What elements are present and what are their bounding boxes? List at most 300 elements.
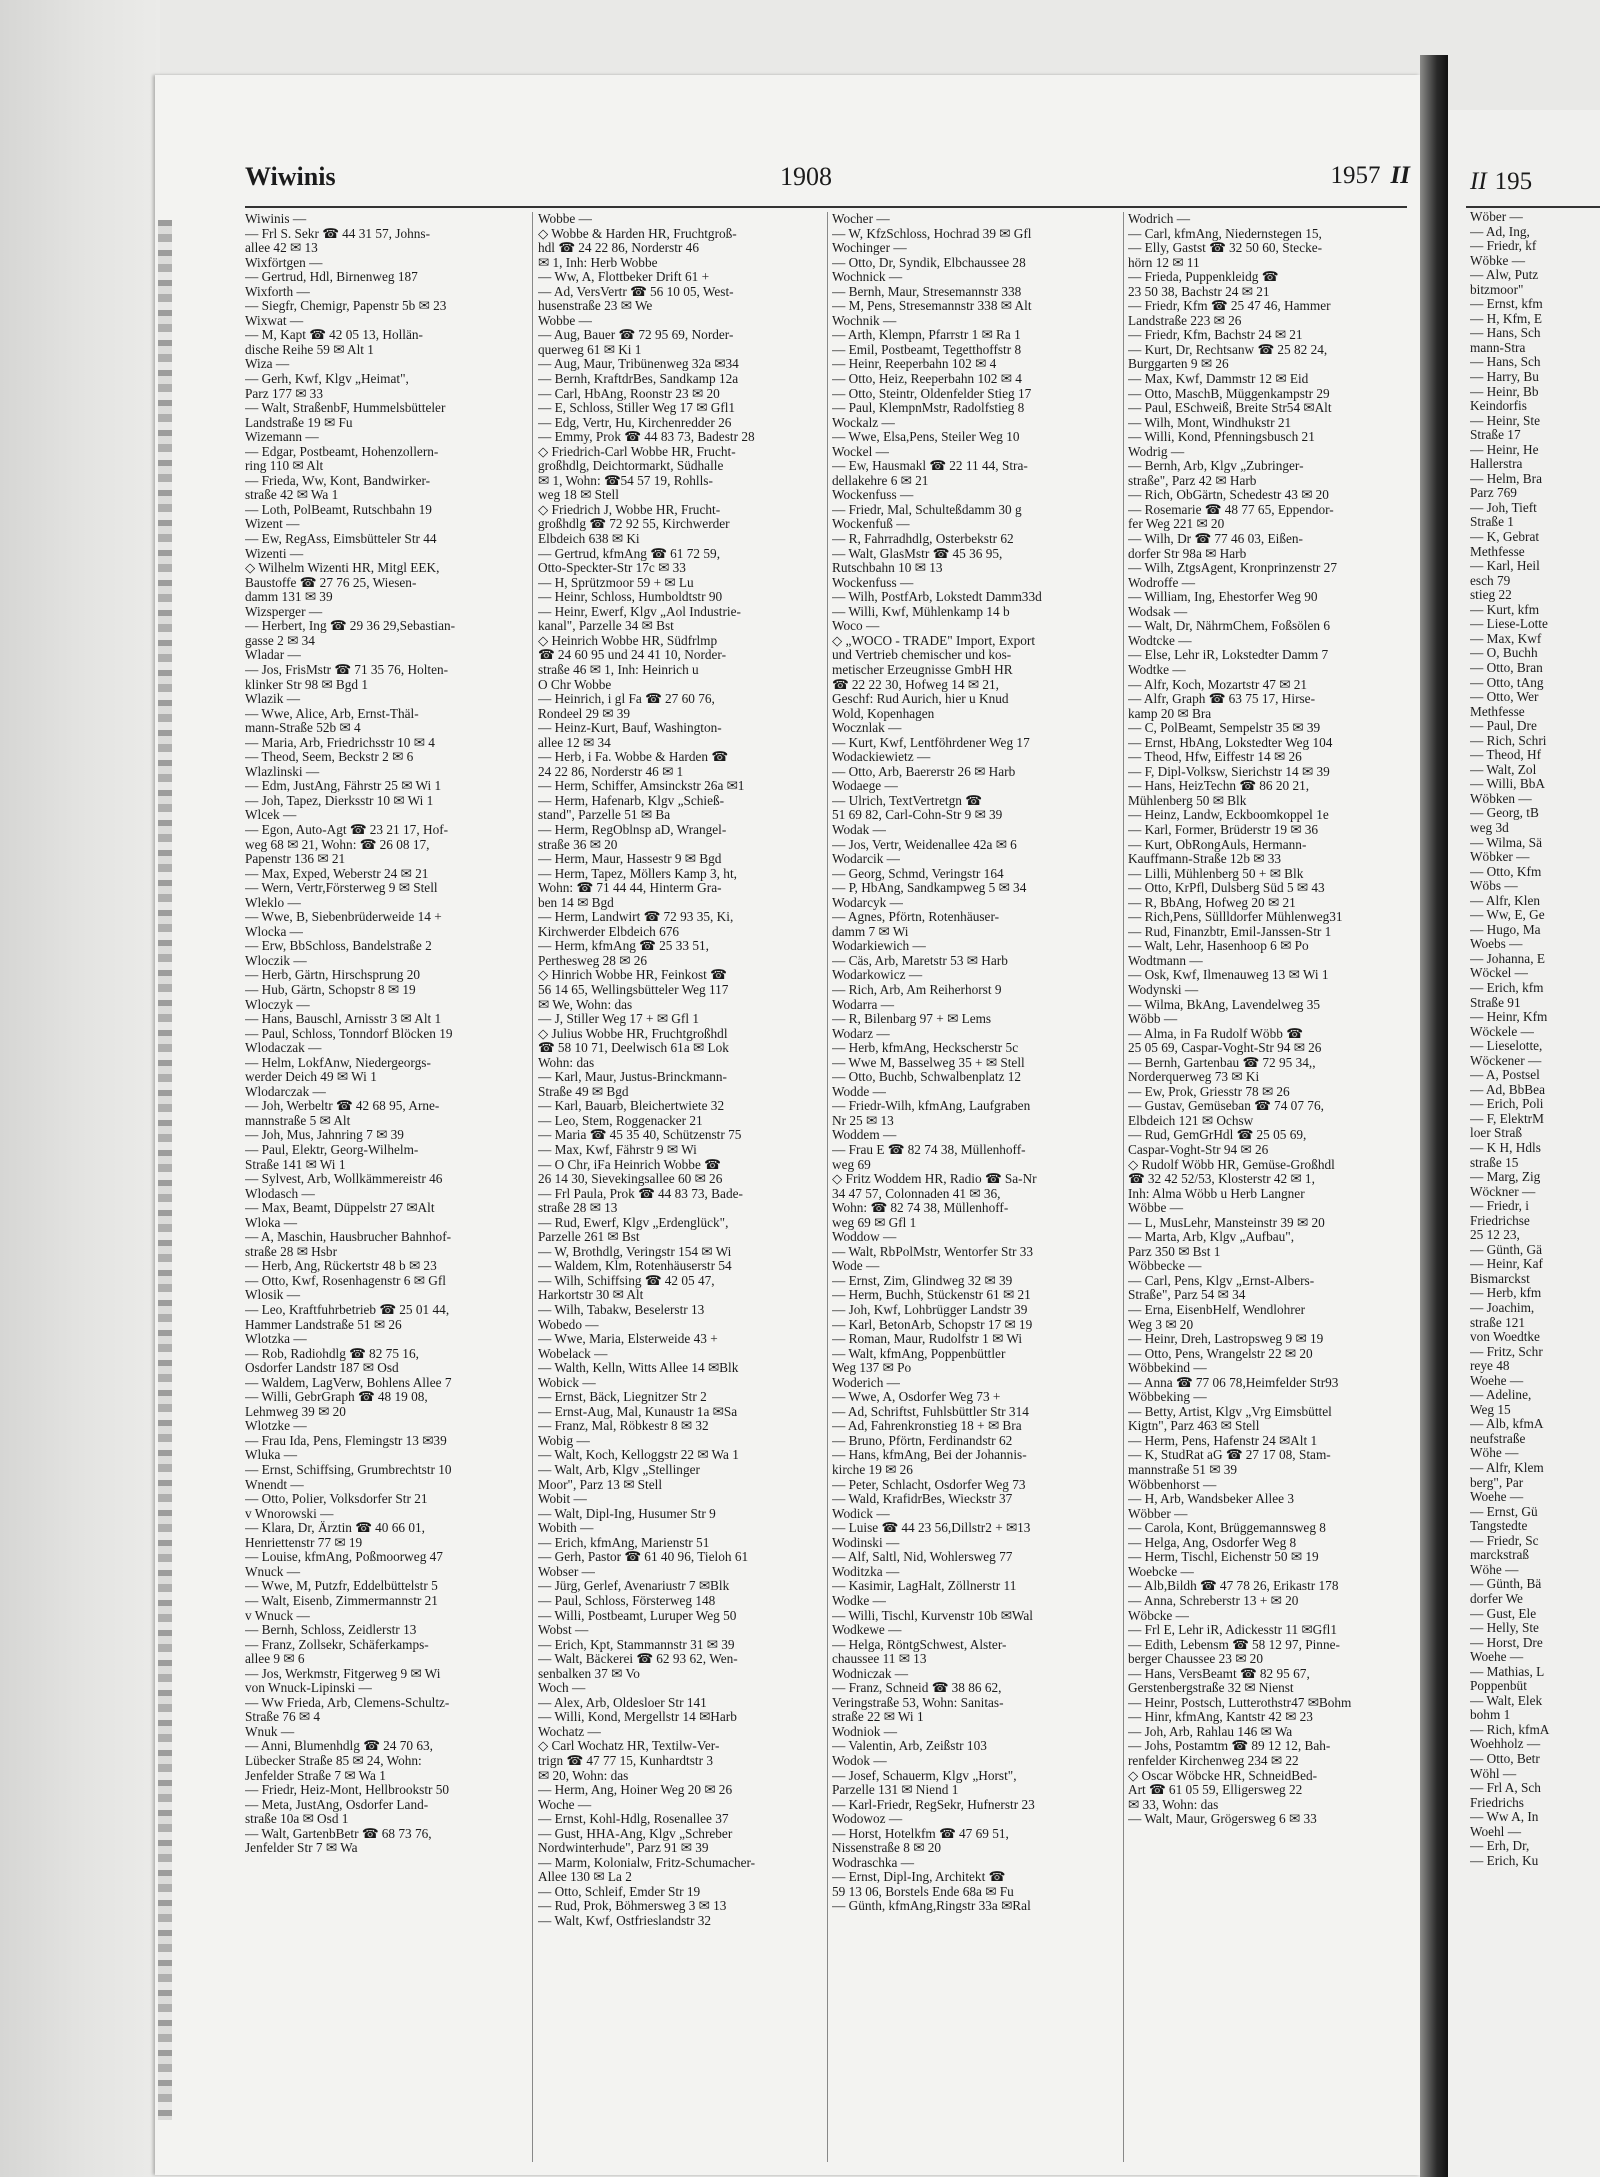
next-page-entry-line: — Günth, Gä [1470,1242,1543,1257]
directory-entry-line: — Walt, Kwf, Ostfrieslandstr 32 [538,1913,711,1928]
directory-entry-line: straße 10a ✉ Osd 1 [245,1812,349,1827]
directory-entry-line: Wloczik — [245,953,307,968]
directory-entry-line: Wobith — [538,1521,594,1536]
directory-entry-line: — Max, Kwf, Dammstr 12 ✉ Eid [1128,372,1309,387]
next-page-entry-line: Friedrichs [1470,1795,1524,1810]
directory-entry-line: — Betty, Artist, Klgv „Vrg Eimsbüttel [1128,1404,1332,1419]
directory-entry-line: — Kurt, ObRongAuls, Hermann- [1128,837,1307,852]
directory-entry-line: — Walt, Arb, Klgv „Stellinger [538,1463,700,1478]
directory-entry-line: — Heinr, Reeperbahn 102 ✉ 4 [832,357,997,372]
directory-entry-line: Wochatz — [538,1724,601,1739]
directory-entry-line: — Hans, HeizTechn ☎ 86 20 21, [1128,779,1310,794]
directory-entry-line: Wluka — [245,1448,298,1463]
directory-entry-line: berger Chaussee 23 ✉ 20 [1128,1652,1263,1667]
directory-entry-line: Wockel — [832,444,889,459]
directory-entry-line: — Walt, Lehr, Hasenhoop 6 ✉ Po [1128,939,1309,954]
directory-entry-line: hdl ☎ 24 22 86, Norderstr 46 [538,241,699,256]
directory-entry-line: — Aug, Maur, Tribünenweg 32a ✉34 [538,357,739,372]
directory-entry-line: — Joh, Arb, Rahlau 146 ✉ Wa [1128,1724,1293,1739]
directory-entry-line: — Willi, Kond, Pfenningsbusch 21 [1128,430,1315,445]
directory-entry-line: — Anna, Schreberstr 13 + ✉ 20 [1128,1593,1299,1608]
next-page-entry-line: bitzmoor" [1470,282,1524,297]
next-page-entry-line: Woebs — [1470,937,1523,952]
directory-entry-line: — Walt, Maur, Grögersweg 6 ✉ 33 [1128,1812,1317,1827]
directory-entry-line: Straße 49 ✉ Bgd [538,1084,629,1099]
directory-entry-line: — Anna ☎ 77 06 78,Heimfelder Str93 [1128,1375,1339,1390]
directory-entry-line: — Alfr, Graph ☎ 63 75 17, Hirse- [1128,692,1316,707]
column-divider [532,212,533,2162]
directory-entry-line: — Johs, Postamtm ☎ 89 12 12, Bah- [1128,1739,1331,1754]
directory-entry-line: — Gust, HHA-Ang, Klgv „Schreber [538,1826,733,1841]
directory-entry-line: — Ernst, HbAng, Lokstedter Weg 104 [1128,735,1333,750]
directory-entry-line: — Walt, GartenbBetr ☎ 68 73 76, [245,1826,432,1841]
directory-entry-line: ben 14 ✉ Bgd [538,895,614,910]
directory-entry-line: Wockenfuß — [832,517,910,532]
directory-entry-line: — Wwe, Alice, Arb, Ernst-Thäl- [245,706,419,721]
directory-entry-line: — Agnes, Pförtn, Rotenhäuser- [832,910,1000,925]
directory-entry-line: — Karl, Maur, Justus-Brinckmann- [538,1070,727,1085]
directory-entry-line: — Elly, Gastst ☎ 32 50 60, Stecke- [1128,241,1323,256]
directory-entry-line: — Walt, Eisenb, Zimmermannstr 21 [245,1593,438,1608]
directory-entry-line: Wodowoz — [832,1812,903,1827]
directory-entry-line: — Bernh, Maur, Stresemannstr 338 [832,284,1022,299]
directory-entry-line: — Otto, Kwf, Rosenhagenstr 6 ✉ Gfl [245,1273,446,1288]
directory-entry-line: — L, MusLehr, Mansteinstr 39 ✉ 20 [1128,1215,1325,1230]
directory-entry-line: dorfer Str 98a ✉ Harb [1128,546,1247,561]
directory-entry-line: Wöbber — [1128,1506,1188,1521]
directory-entry-line: ◇ Wilhelm Wizenti HR, Mitgl EEK, [245,561,440,576]
next-page-entry-line: — Erich, kfm [1470,980,1544,995]
next-page-entry-line: — Paul, Dre [1470,719,1537,734]
directory-entry-line: — Walt, Bäckerei ☎ 62 93 62, Wen- [538,1652,738,1667]
next-page-entry-line: Wöbke — [1470,253,1526,268]
directory-entry-line: — H, Sprützmoor 59 + ✉ Lu [538,575,694,590]
directory-entry-line: — Heinrich, i gl Fa ☎ 27 60 76, [538,692,715,707]
directory-entry-line: — Kurt, Kwf, Lentföhrdener Weg 17 [832,735,1030,750]
directory-entry-line: kanal", Parzelle 34 ✉ Bst [538,619,674,634]
directory-entry-line: — Frau E ☎ 82 74 38, Müllenhoff- [832,1143,1026,1157]
directory-entry-line: — Franz, Schneid ☎ 38 86 62, [832,1681,1002,1696]
directory-entry-line: Wleklo — [245,895,301,910]
directory-entry-line: — Luise ☎ 44 23 56,Dillstr2 + ✉13 [832,1521,1031,1536]
directory-entry-line: — Otto, Schleif, Emder Str 19 [538,1884,701,1899]
directory-entry-line: — Wwe, Elsa,Pens, Steiler Weg 10 [832,430,1020,445]
directory-entry-line: — Edith, Lebensm ☎ 58 12 97, Pinne- [1128,1637,1340,1652]
directory-entry-line: Wlotzke — [245,1419,307,1434]
next-page-entry-line: Wöckel — [1470,966,1528,981]
directory-entry-line: Wohn: ☎ 82 74 38, Müllenhoff- [832,1201,1009,1216]
directory-entry-line: — Herb, Gärtn, Hirschsprung 20 [245,968,421,983]
directory-entry-line: — Walt, Dr, NährmChem, Foßsölen 6 [1128,619,1331,634]
directory-entry-line: damm 7 ✉ Wi [832,924,909,939]
next-page-entry-line: Bismarckst [1470,1271,1530,1286]
directory-entry-line: trign ☎ 47 77 15, Kunhardtstr 3 [538,1753,714,1768]
next-page-entry-line: — Walt, Zol [1470,762,1537,777]
directory-entry-line: — J, Stiller Weg 17 + ✉ Gfl 1 [538,1012,699,1027]
directory-entry-line: — Erw, BbSchloss, Bandelstraße 2 [245,939,432,954]
next-page-entry-line: loer Straß [1470,1126,1523,1141]
directory-entry-line: ring 110 ✉ Alt [245,459,324,474]
directory-entry-line: straße 22 ✉ Wi 1 [832,1710,924,1725]
directory-entry-line: Nissenstraße 8 ✉ 20 [832,1841,942,1856]
directory-entry-line: Wiza — [245,357,290,372]
directory-entry-line: — Joh, Tapez, Dierksstr 10 ✉ Wi 1 [245,793,434,808]
directory-entry-line: — Hans, VersBeamt ☎ 82 95 67, [1128,1666,1310,1681]
directory-entry-line: — Ad, VersVertr ☎ 56 10 05, West- [538,284,734,299]
directory-entry-line: — Walt, Dipl-Ing, Husumer Str 9 [538,1506,716,1521]
directory-entry-line: — Kasimir, LagHalt, Zöllnerstr 11 [832,1579,1017,1594]
directory-entry-line: Wodde — [832,1084,886,1099]
directory-entry-line: straße 46 ✉ 1, Inh: Heinrich u [538,662,699,677]
directory-entry-line: — Hans, kfmAng, Bei der Johannis- [832,1448,1027,1463]
directory-entry-line: — Meta, JustAng, Osdorfer Land- [245,1797,429,1812]
next-page-entry-line: — Friedr, Sc [1470,1533,1539,1548]
directory-entry-line: v Wnorowski — [245,1506,334,1521]
next-page-entry-line: Wöckele — [1470,1024,1534,1039]
next-page-entry-line: — Friedr, kf [1470,239,1537,254]
directory-entry-line: — A, Maschin, Hausbrucher Bahnhof- [245,1230,452,1245]
next-page-entry-line: — Helly, Ste [1470,1621,1539,1636]
directory-entry-line: straße 28 ✉ 13 [538,1201,618,1216]
directory-entry-line: kamp 20 ✉ Bra [1128,706,1212,721]
directory-entry-line: — Rud, Finanzbtr, Emil-Janssen-Str 1 [1128,924,1332,939]
next-page-entry-line: Methfesse [1470,544,1525,559]
directory-entry-line: Wochnick — [832,270,903,285]
directory-entry-line: — Herm, Pens, Hafenstr 24 ✉Alt 1 [1128,1433,1318,1448]
next-page-entry-line: — Lieselotte, [1470,1039,1543,1054]
directory-entry-line: — Marta, Arb, Klgv „Aufbau", [1128,1230,1295,1245]
directory-entry-line: — Else, Lehr iR, Lokstedter Damm 7 [1128,648,1329,663]
directory-entry-line: — Wilh, PostfArb, Lokstedt Damm33d [832,590,1042,605]
next-page-entry-line: — Joachim, [1470,1301,1535,1316]
directory-entry-line: — E, Schloss, Stiller Weg 17 ✉ Gfl1 [538,401,736,416]
next-page-entry-line: — Hans, Sch [1470,326,1541,341]
directory-entry-line: Landstraße 223 ✉ 26 [1128,313,1242,328]
next-page-entry-line: — Günth, Bä [1470,1577,1542,1592]
next-page-entry-line: Woehholz — [1470,1737,1541,1752]
directory-entry-line: 24 22 86, Norderstr 46 ✉ 1 [538,764,684,779]
directory-entry-line: — Gerh, Pastor ☎ 61 40 96, Tieloh 61 [538,1550,749,1565]
directory-entry-line: — R, Bilenbarg 97 + ✉ Lems [832,1012,992,1027]
directory-entry-line: Wlazik — [245,692,301,707]
directory-entry-line: — Josef, Schauerm, Klgv „Horst", [832,1768,1017,1783]
directory-entry-line: — Herb, Ang, Rückertstr 48 b ✉ 23 [245,1259,437,1274]
next-page-entry-line: Straße 17 [1470,428,1521,443]
directory-entry-line: Wobedo — [538,1317,599,1332]
directory-entry-line: — Walth, Kelln, Witts Allee 14 ✉Blk [538,1361,739,1376]
directory-entry-line: — Walt, RbPolMstr, Wentorfer Str 33 [832,1244,1034,1259]
directory-entry-line: — Rosemarie ☎ 48 77 65, Eppendor- [1128,502,1334,517]
directory-entry-line: ◇ „WOCO - TRADE" Import, Export [832,633,1036,648]
directory-entry-line: Burggarten 9 ✉ 26 [1128,357,1229,372]
directory-entry-line: — Alex, Arb, Oldesloer Str 141 [538,1695,707,1710]
directory-entry-line: dische Reihe 59 ✉ Alt 1 [245,342,374,357]
directory-entry-line: — Loth, PolBeamt, Rutschbahn 19 [245,502,432,517]
directory-entry-line: — Rud, GemGrHdl ☎ 25 05 69, [1128,1128,1307,1143]
next-page-entry-line: Hallerstra [1470,457,1523,472]
directory-entry-line: stand", Parzelle 51 ✉ Ba [538,808,671,823]
directory-entry-line: — Willi, GebrGraph ☎ 48 19 08, [245,1390,428,1405]
directory-entry-line: Parz 177 ✉ 33 [245,386,323,401]
next-page-entry-line: — Ad, Ing, [1470,224,1530,239]
directory-entry-line: — Maria ☎ 45 35 40, Schützenstr 75 [538,1128,742,1143]
next-page-entry-line: — Otto, tAng [1470,675,1544,690]
next-page-entry-line: — Hans, Sch [1470,355,1541,370]
next-page-entry-line: — Horst, Dre [1470,1635,1543,1650]
directory-entry-line: — Wilh, Schiffsing ☎ 42 05 47, [538,1273,715,1288]
directory-entry-line: Baustoffe ☎ 27 76 25, Wiesen- [245,575,417,590]
next-page-entry-line: bohm 1 [1470,1708,1511,1723]
next-page-entry-line: — Erh, Dr, [1470,1839,1530,1854]
next-page-entry-line: — Alfr, Klen [1470,893,1541,908]
directory-entry-line: hörn 12 ✉ 11 [1128,255,1200,270]
directory-entry-line: — M, Pens, Stresemannstr 338 ✉ Alt [832,299,1032,314]
directory-entry-line: — Alma, in Fa Rudolf Wöbb ☎ [1128,1026,1303,1041]
next-page-entry-line: — Ww A, In [1470,1810,1539,1825]
directory-entry-line: — Walt, GlasMstr ☎ 45 36 95, [832,546,1003,561]
directory-entry-line: — Carl, HbAng, Roonstr 23 ✉ 20 [538,386,720,401]
directory-entry-line: ◇ Friedrich J, Wobbe HR, Frucht- [538,502,721,517]
directory-entry-line: Wodtmann — [1128,953,1203,968]
directory-entry-line: Nordwinterhude", Parz 91 ✉ 39 [538,1841,709,1856]
directory-entry-line: — Friedr, Mal, Schulteßdamm 30 g [832,502,1022,517]
directory-entry-line: Wodok — [832,1753,887,1768]
directory-entry-line: Wobelack — [538,1346,608,1361]
directory-entry-line: Weg 137 ✉ Po [832,1361,912,1376]
next-page-entry-line: — Hugo, Ma [1470,922,1541,937]
directory-entry-line: — Hinr, kfmAng, Kantstr 42 ✉ 23 [1128,1710,1313,1725]
directory-entry-line: — Rob, Radiohdlg ☎ 82 75 16, [245,1346,419,1361]
next-page-rule [1466,206,1600,208]
directory-entry-line: — Heinz, Landw, Eckboomkoppel 1e [1128,808,1329,823]
directory-entry-line: damm 131 ✉ 39 [245,590,333,605]
directory-entry-line: Wochnik — [832,313,897,328]
header-keyword: Wiwinis [245,162,336,191]
directory-entry-line: v Wnuck — [245,1608,310,1623]
directory-entry-line: Wlocka — [245,924,303,939]
directory-entry-line: Straße 141 ✉ Wi 1 [245,1157,346,1172]
next-page-entry-line: — Max, Kwf [1470,631,1542,646]
next-page-entry-line: — Ww, E, Ge [1470,908,1545,923]
directory-entry-line: und Vertrieb chemischer und kos- [832,648,1012,663]
next-page-entry-line: — Heinr, Bb [1470,384,1539,399]
directory-entry-line: — Waldem, LagVerw, Bohlens Allee 7 [245,1375,452,1390]
directory-entry-line: — Bernh, Arb, Klgv „Zubringer- [1128,459,1304,474]
scan-background [0,0,160,2177]
next-page-entry-line: — Otto, Wer [1470,690,1539,705]
directory-entry-line: — Paul, Elektr, Georg-Wilhelm- [245,1143,419,1157]
directory-entry-line: — Günth, kfmAng,Ringstr 33a ✉Ral [832,1899,1031,1914]
next-page-entry-line: — Friedr, i [1470,1199,1529,1214]
directory-entry-line: straße 36 ✉ 20 [538,837,618,852]
directory-entry-line: — P, HbAng, Sandkampweg 5 ✉ 34 [832,881,1027,896]
next-page-entry-line: Wöbker — [1470,850,1530,865]
directory-entry-line: — Arth, Klempn, Pfarrstr 1 ✉ Ra 1 [832,328,1021,343]
directory-entry-line: husenstraße 23 ✉ We [538,299,653,314]
directory-entry-line: Wodke — [832,1593,886,1608]
directory-entry-line: — Karl-Friedr, RegSekr, Hufnerstr 23 [832,1797,1035,1812]
directory-entry-line: — Emil, Postbeamt, Tegetthoffstr 8 [832,342,1022,357]
directory-entry-line: — Roman, Maur, Rudolfstr 1 ✉ Wi [832,1332,1023,1347]
next-page-entry-line: Friedrichse [1470,1213,1530,1228]
directory-entry-line: Wloka — [245,1215,298,1230]
next-page-entry-line: esch 79 [1470,573,1511,588]
next-page-entry-line: — Erich, Ku [1470,1853,1539,1868]
book-spine [1420,55,1448,2177]
directory-entry-line: ☎ 58 10 71, Deelwisch 61a ✉ Lok [538,1041,729,1056]
directory-entry-line: — Heinr, Ewerf, Klgv „Aol Industrie- [538,604,741,619]
directory-entry-line: — Cäs, Arb, Maretstr 53 ✉ Harb [832,953,1008,968]
directory-entry-line: weg 68 ✉ 21, Wohn: ☎ 26 08 17, [245,837,430,852]
directory-entry-line: — Ernst, Schiffsing, Grumbrechtstr 10 [245,1463,452,1478]
directory-entry-line: — Klara, Dr, Ärztin ☎ 40 66 01, [245,1521,425,1536]
directory-entry-line: — Paul, KlempnMstr, Radolfstieg 8 [832,401,1025,416]
directory-entry-line: — Paul, Schloss, Försterweg 148 [538,1593,716,1608]
directory-entry-line: Wizsperger — [245,604,323,619]
directory-entry-line: — Carl, kfmAng, Niedernstegen 15, [1128,226,1322,241]
directory-entry-line: Gerstenbergstraße 32 ✉ Nienst [1128,1681,1294,1696]
directory-entry-line: — Jos, Vertr, Weidenallee 42a ✉ 6 [832,837,1017,852]
next-page-entry-line: — Georg, tB [1470,806,1539,821]
directory-entry-line: — Bernh, Gartenbau ☎ 72 95 34,, [1128,1055,1316,1070]
next-page-entry-line: — Joh, Tieft [1470,500,1537,515]
directory-entry-line: Wockenfuss — [832,488,914,503]
directory-entry-line: Wodrich — [1128,212,1191,226]
directory-entry-line: — R, BbAng, Hofweg 20 ✉ 21 [1128,895,1296,910]
next-page-entry-line: — Fritz, Schr [1470,1344,1543,1359]
next-page-entry-line: stieg 22 [1470,588,1512,603]
next-page-entry-line: Wöckener — [1470,1053,1542,1068]
directory-entry-line: — Willi, Kwf, Mühlenkamp 14 b [832,604,1010,619]
directory-entry-line: — Marm, Kolonialw, Fritz-Schumacher- [538,1855,756,1870]
next-page-entry-line: — Ernst, kfm [1470,297,1543,312]
directory-entry-line: — Wilh, ZtgsAgent, Kronprinzenstr 27 [1128,561,1337,576]
next-page-entry-line: — Heinr, Ste [1470,413,1541,428]
next-page-entry-line: — Helm, Bra [1470,471,1543,486]
directory-entry-line: — Peter, Schlacht, Osdorfer Weg 73 [832,1477,1026,1492]
directory-entry-line: Caspar-Voght-Str 94 ✉ 26 [1128,1143,1269,1157]
next-page-entry-line: — Otto, Kfm [1470,864,1542,879]
directory-entry-line: — Otto, Arb, Baererstr 26 ✉ Harb [832,764,1016,779]
next-page-entry-line: — Theod, Hf [1470,748,1542,763]
directory-entry-line: Wold, Kopenhagen [832,706,935,721]
directory-entry-line: ☎ 24 60 95 und 24 41 10, Norder- [538,648,727,663]
directory-entry-line: Kigtn", Parz 463 ✉ Stell [1128,1419,1260,1434]
next-page-entry-line: Wöhl — [1470,1766,1517,1781]
directory-entry-line: — Wern, Vertr,Försterweg 9 ✉ Stell [245,881,438,896]
directory-entry-line: — Wilma, BkAng, Lavendelweg 35 [1128,997,1320,1012]
directory-entry-line: Woche — [538,1797,592,1812]
column-2 [538,212,828,2162]
directory-entry-line: Wodtcke — [1128,633,1192,648]
directory-entry-line: — H, Arb, Wandsbeker Allee 3 [1128,1492,1294,1507]
page-header [245,162,1410,202]
next-page-column [1470,210,1600,1868]
directory-entry-line: Wockalz — [832,415,895,430]
volume-label: II [1390,162,1410,189]
directory-entry-line: — Wwe, Maria, Elsterweide 43 + [538,1332,718,1347]
directory-entry-line: Wöbcke — [1128,1608,1189,1623]
next-page-entry-line: — Alfr, Klem [1470,1461,1544,1476]
directory-entry-line: Jenfelder Straße 7 ✉ Wa 1 [245,1768,386,1783]
directory-entry-line: — Max, Kwf, Fährstr 9 ✉ Wi [538,1143,697,1157]
next-page-entry-line: Wöber — [1470,210,1523,224]
directory-entry-line: Wodarkiewich — [832,939,926,954]
directory-entry-line: Geschf: Rud Aurich, hier u Knud [832,692,1009,707]
directory-entry-line: — Ernst, Kohl-Hdlg, Rosenallee 37 [538,1812,729,1827]
directory-entry-line: — Rich,Pens, Süllldorfer Mühlenweg31 [1128,910,1343,925]
directory-entry-line: Wodrig — [1128,444,1185,459]
next-page-entry-line: — A, Postsel [1470,1068,1540,1083]
directory-entry-line: — Ernst-Aug, Mal, Kunaustr 1a ✉Sa [538,1404,738,1419]
directory-entry-line: — O Chr, iFa Heinrich Wobbe ☎ [538,1157,721,1172]
directory-entry-line: — Friedr-Wilh, kfmAng, Laufgraben [832,1099,1031,1114]
directory-entry-line: — Wald, KrafidrBes, Wieckstr 37 [832,1492,1013,1507]
next-page-entry-line: — Otto, Bran [1470,660,1543,675]
directory-entry-line: großhdlg, Deichtormarkt, Südhalle [538,459,724,474]
directory-entry-line: Inh: Alma Wöbb u Herb Langner [1128,1186,1305,1201]
directory-entry-line: — Paul, ESchweiß, Breite Str54 ✉Alt [1128,401,1332,416]
directory-entry-line: Lehmweg 39 ✉ 20 [245,1404,346,1419]
next-page-entry-line: straße 121 [1470,1315,1526,1330]
directory-entry-line: — Willi, Postbeamt, Luruper Weg 50 [538,1608,737,1623]
next-page-header [1470,168,1532,196]
directory-entry-line: Wockenfuss — [832,575,914,590]
next-page-entry-line: — Ernst, Gü [1470,1504,1538,1519]
directory-entry-line: — Ew, Prok, Griesstr 78 ✉ 26 [1128,1084,1290,1099]
directory-entry-line: ☎ 22 22 30, Hofweg 14 ✉ 21, [832,677,999,692]
directory-entry-line: — Wilh, Tabakw, Beselerstr 13 [538,1303,705,1318]
directory-entry-line: Wodkewe — [832,1623,902,1638]
directory-entry-line: Kauffmann-Straße 12b ✉ 33 [1128,852,1282,867]
directory-entry-line: Wobbe — [538,313,592,328]
next-page-entry-line: berg", Par [1470,1475,1524,1490]
next-page-volume: II [1470,168,1487,195]
directory-entry-line: — Otto, MaschB, Müggenkampstr 29 [1128,386,1330,401]
directory-entry-line: dellakehre 6 ✉ 21 [832,473,929,488]
next-page-entry-line: von Woedtke [1470,1330,1540,1345]
directory-entry-line: Wohn: ☎ 71 44 44, Hinterm Gra- [538,881,722,896]
directory-entry-line: Woddem — [832,1128,897,1143]
next-page-entry-line: — Heinr, He [1470,442,1539,457]
directory-entry-line: ◇ Julius Wobbe HR, Fruchtgroßhdl [538,1026,728,1041]
next-page-entry-line: Keindorfis [1470,399,1527,414]
directory-entry-line: O Chr Wobbe [538,677,612,692]
directory-entry-line: straße 28 ✉ Hsbr [245,1244,338,1259]
directory-entry-line: Kirchwerder Elbdeich 676 [538,924,680,939]
next-page-entry-line: Wöhe — [1470,1446,1519,1461]
directory-entry-line: Lübecker Straße 85 ✉ 24, Wohn: [245,1753,422,1768]
directory-entry-line: — Helga, Ang, Osdorfer Weg 8 [1128,1535,1297,1550]
directory-entry-line: Allee 130 ✉ La 2 [538,1870,632,1885]
directory-entry-line: — Helm, LokfAnw, Niedergeorgs- [245,1055,431,1070]
directory-entry-line: — Louise, kfmAng, Poßmoorweg 47 [245,1550,443,1565]
directory-entry-line: gasse 2 ✉ 34 [245,633,315,648]
directory-entry-line: Wöbbe — [1128,1201,1184,1216]
directory-entry-line: Wobit — [538,1492,587,1507]
directory-entry-line: Wodak — [832,822,886,837]
directory-entry-line: — Friedr, Kfm ☎ 25 47 46, Hammer [1128,299,1331,314]
directory-entry-line: Wloczyk — [245,997,310,1012]
directory-entry-line: Woebcke — [1128,1564,1194,1579]
directory-entry-line: — Theod, Hfw, Eiffestr 14 ✉ 26 [1128,750,1302,765]
header-rule [245,206,1407,208]
next-page-entry-line: marckstraß [1470,1548,1530,1563]
directory-entry-line: — Heinr, Schloss, Humboldtstr 90 [538,590,723,605]
next-page-entry-line: — Rich, kfmA [1470,1722,1550,1737]
next-page-entry-line: — Gust, Ele [1470,1606,1537,1621]
directory-entry-line: Wodarcik — [832,852,900,867]
